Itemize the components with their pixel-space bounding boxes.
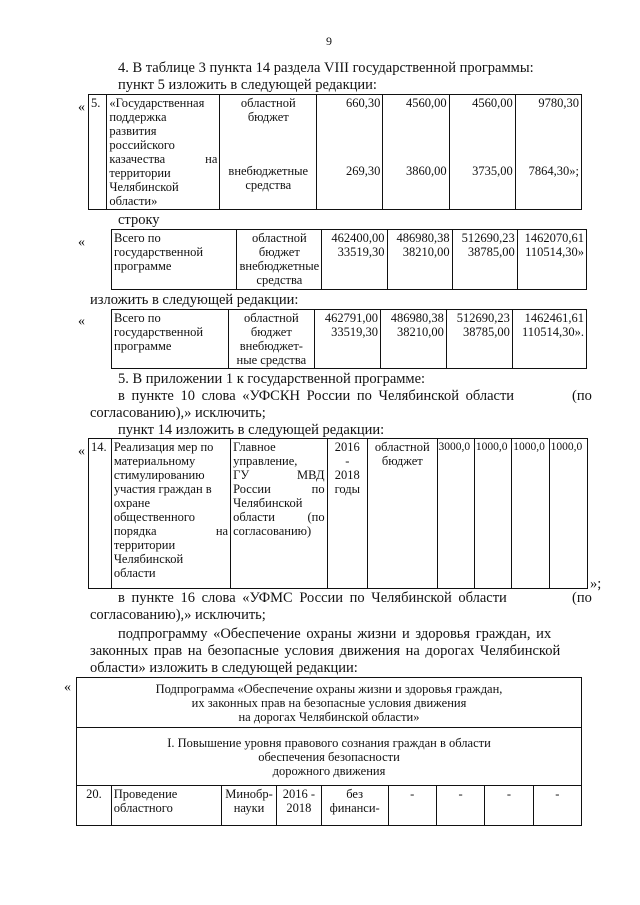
t1-name-l4: казачества на <box>109 152 218 166</box>
t4-exec-l6: согласованию) <box>233 524 312 538</box>
t5-sec-l1: обеспечения безопасности <box>258 749 400 764</box>
t2-c2 <box>387 230 452 290</box>
page-number: 9 <box>326 34 332 48</box>
t3-src-l0: областной <box>243 311 299 325</box>
t4-exec-l0: Главное <box>233 440 276 454</box>
t1-c1 <box>317 95 383 210</box>
t5-src <box>321 786 388 826</box>
t2-name <box>112 230 237 290</box>
t5-num: 20. <box>77 786 112 826</box>
t4-years <box>327 439 367 589</box>
t2-r2-1: 38210,00 <box>402 245 450 259</box>
t4-years-l1: - <box>345 454 350 468</box>
t2-r1-1: 486980,38 <box>396 231 450 245</box>
t4-name-l7: территории <box>113 538 176 552</box>
t2-r1-3: 1462070,61 <box>524 231 584 245</box>
t3-r1-0: 462791,00 <box>324 311 378 325</box>
t5-d0: - <box>388 786 436 826</box>
t2-r2-3: 110514,30» <box>525 245 584 259</box>
t2-src <box>237 230 322 290</box>
t4-exec-l3: России по <box>233 482 325 496</box>
t1-r1-0: 660,30 <box>345 96 381 110</box>
t4-quote: « <box>78 444 85 459</box>
label-stroku: строку <box>118 212 160 228</box>
t5-d1: - <box>436 786 484 826</box>
t4-exec-l4: Челябинской <box>233 496 303 510</box>
t5-d3: - <box>533 786 581 826</box>
t1-name-l7: области» <box>109 194 158 208</box>
t2-c1 <box>322 230 387 290</box>
t1-name-l3: российского <box>109 138 175 152</box>
t1-r2-0: 269,30 <box>345 164 381 178</box>
t4-exec-l5: области (по <box>233 510 325 524</box>
t1-quote: « <box>78 100 85 115</box>
t5-sub-l1: их законных прав на безопасные условия движения <box>191 695 467 710</box>
t1-name-l2: развития <box>109 124 157 138</box>
t5-years-l0: 2016 - <box>282 787 316 801</box>
t4-src: областной бюджет <box>368 439 438 589</box>
t3-c4 <box>512 310 586 369</box>
t4-name-l5: общественного <box>113 510 195 524</box>
t5-exec <box>222 786 277 826</box>
t1-r1-1: 4560,00 <box>405 96 447 110</box>
t4-years-l3: годы <box>334 482 361 496</box>
t4-name-l1: материальному <box>113 454 196 468</box>
t4-exec-l1: управление, <box>233 454 298 468</box>
t3-c1 <box>314 310 380 369</box>
t1-name-l6: Челябинской <box>109 180 179 194</box>
t4-v3: 1000,0 <box>549 439 587 589</box>
table-1 <box>88 94 582 210</box>
t4-end: »; <box>590 576 602 592</box>
para16-line2: согласованию),» исключить; <box>90 607 266 623</box>
t5-d2: - <box>485 786 533 826</box>
t3-r2-3: 110514,30». <box>521 325 584 339</box>
t5-years <box>277 786 322 826</box>
t3-name <box>112 310 229 369</box>
t5-sec-l0: I. Повышение уровня правового сознания граждан в области <box>167 735 491 750</box>
t1-num: 5. <box>89 95 107 210</box>
t2-name-l0: Всего по <box>114 231 161 245</box>
t2-c4 <box>517 230 586 290</box>
t2-c3 <box>452 230 517 290</box>
t2-name-l1: государственной <box>114 245 204 259</box>
t4-name-l3: участия граждан в <box>113 482 212 496</box>
t4-v0: 3000,0 <box>437 439 474 589</box>
t1-c4 <box>515 95 581 210</box>
t5-quote: « <box>64 680 71 695</box>
t3-src-l1: бюджет <box>250 325 292 339</box>
table-5 <box>76 677 582 826</box>
t5-name-l0: Проведение <box>113 787 178 801</box>
t1-c3 <box>449 95 515 210</box>
t1-src <box>220 95 317 210</box>
label-izlozhit: изложить в следующей редакции: <box>90 292 299 308</box>
t3-name-l1: государственной <box>114 325 204 339</box>
t3-name-l0: Всего по <box>114 311 161 325</box>
t3-name-l2: программе <box>114 339 172 353</box>
t1-r2-2: 3735,00 <box>472 164 513 178</box>
item5-line2a: в пункте 10 слова «УФСКН России по Челябинской области <box>118 388 515 404</box>
t3-c2 <box>380 310 446 369</box>
t2-r2-2: 38785,00 <box>467 245 515 259</box>
table-4 <box>88 438 588 589</box>
t3-src-l3: ные средства <box>236 353 307 367</box>
t4-v1: 1000,0 <box>474 439 511 589</box>
t4-name-l8: Челябинской <box>113 552 184 566</box>
t3-r1-2: 512690,23 <box>456 311 510 325</box>
t1-name-l0: «Государственная <box>109 96 205 110</box>
t1-r2-1: 3860,00 <box>405 164 447 178</box>
t1-src1: областной бюджет <box>240 96 296 124</box>
t4-exec-l2: ГУ МВД <box>233 468 325 482</box>
t3-r2-2: 38785,00 <box>463 325 510 339</box>
t1-name <box>107 95 220 210</box>
t1-r2-3: 7864,30»; <box>528 164 579 178</box>
t3-src <box>228 310 314 369</box>
t5-name <box>111 786 221 826</box>
t2-name-l2: программе <box>114 259 172 273</box>
para16-line3: подпрограмму «Обеспечение охраны жизни и здоровья граждан, их <box>118 626 552 642</box>
t5-subprogram <box>77 678 582 728</box>
t5-src-l1: финанси- <box>329 801 380 815</box>
item4-line1: 4. В таблице 3 пункта 14 раздела VIII государственной программы: <box>118 60 534 76</box>
item4-line2: пункт 5 изложить в следующей редакции: <box>118 77 377 93</box>
item5-line1: 5. В приложении 1 к государственной программе: <box>118 371 426 387</box>
t1-r1-3: 9780,30 <box>538 96 579 110</box>
t1-src2: внебюджетные средства <box>228 164 309 192</box>
t5-exec-l0: Минобр- <box>225 787 273 801</box>
t2-r2-0: 33519,30 <box>337 245 385 259</box>
t1-r1-2: 4560,00 <box>472 96 513 110</box>
para16-line1b: (по <box>572 590 592 606</box>
t5-exec-l1: науки <box>233 801 265 815</box>
t1-name-l1: поддержка <box>109 110 167 124</box>
t4-exec <box>231 439 327 589</box>
t4-name-l0: Реализация мер по <box>113 440 214 454</box>
t3-r2-1: 38210,00 <box>397 325 444 339</box>
t5-sub-l0: Подпрограмма «Обеспечение охраны жизни и здоровья граждан, <box>155 681 503 696</box>
para16-line4: законных прав на безопасные условия движения на дорогах Челябинской <box>90 643 561 659</box>
t4-name-l4: охране <box>113 496 151 510</box>
t3-r1-1: 486980,38 <box>390 311 444 325</box>
para16-line5: области» изложить в следующей редакции: <box>90 660 358 676</box>
t5-src-l0: без <box>346 787 364 801</box>
t4-name-l9: области <box>113 566 156 580</box>
t4-num: 14. <box>89 439 112 589</box>
t3-src-l2: внебюджет- <box>239 339 303 353</box>
t5-name-l1: областного <box>113 801 173 815</box>
table-2 <box>111 229 587 290</box>
t4-name-l6: порядка на <box>113 524 229 538</box>
t2-quote: « <box>78 235 85 250</box>
para16-line1a: в пункте 16 слова «УФМС России по Челябинской области <box>118 590 507 606</box>
t4-years-l0: 2016 <box>334 440 360 454</box>
t4-name-l2: стимулированию <box>113 468 205 482</box>
t3-r1-3: 1462461,61 <box>524 311 584 325</box>
t3-r2-0: 33519,30 <box>331 325 378 339</box>
t2-src1: областной бюджет <box>251 231 307 259</box>
t4-name <box>111 439 230 589</box>
t5-sec-l2: дорожного движения <box>272 763 386 778</box>
item5-line3: согласованию),» исключить; <box>90 405 266 421</box>
table-3 <box>111 309 587 369</box>
t2-src2: внебюджетные средства <box>239 259 320 287</box>
item5-line4: пункт 14 изложить в следующей редакции: <box>118 422 385 438</box>
t4-years-l2: 2018 <box>334 468 360 482</box>
t2-r1-0: 462400,00 <box>331 231 385 245</box>
t3-c3 <box>446 310 512 369</box>
t1-name-l5: территории <box>109 166 171 180</box>
item5-line2b: (по <box>572 388 592 404</box>
t3-quote: « <box>78 314 85 329</box>
t5-years-l1: 2018 <box>286 801 312 815</box>
t5-section <box>77 728 582 786</box>
t5-sub-l2: на дорогах Челябинской области» <box>238 709 420 724</box>
t4-v2: 1000,0 <box>512 439 549 589</box>
t1-c2 <box>383 95 449 210</box>
t2-r1-2: 512690,23 <box>461 231 515 245</box>
